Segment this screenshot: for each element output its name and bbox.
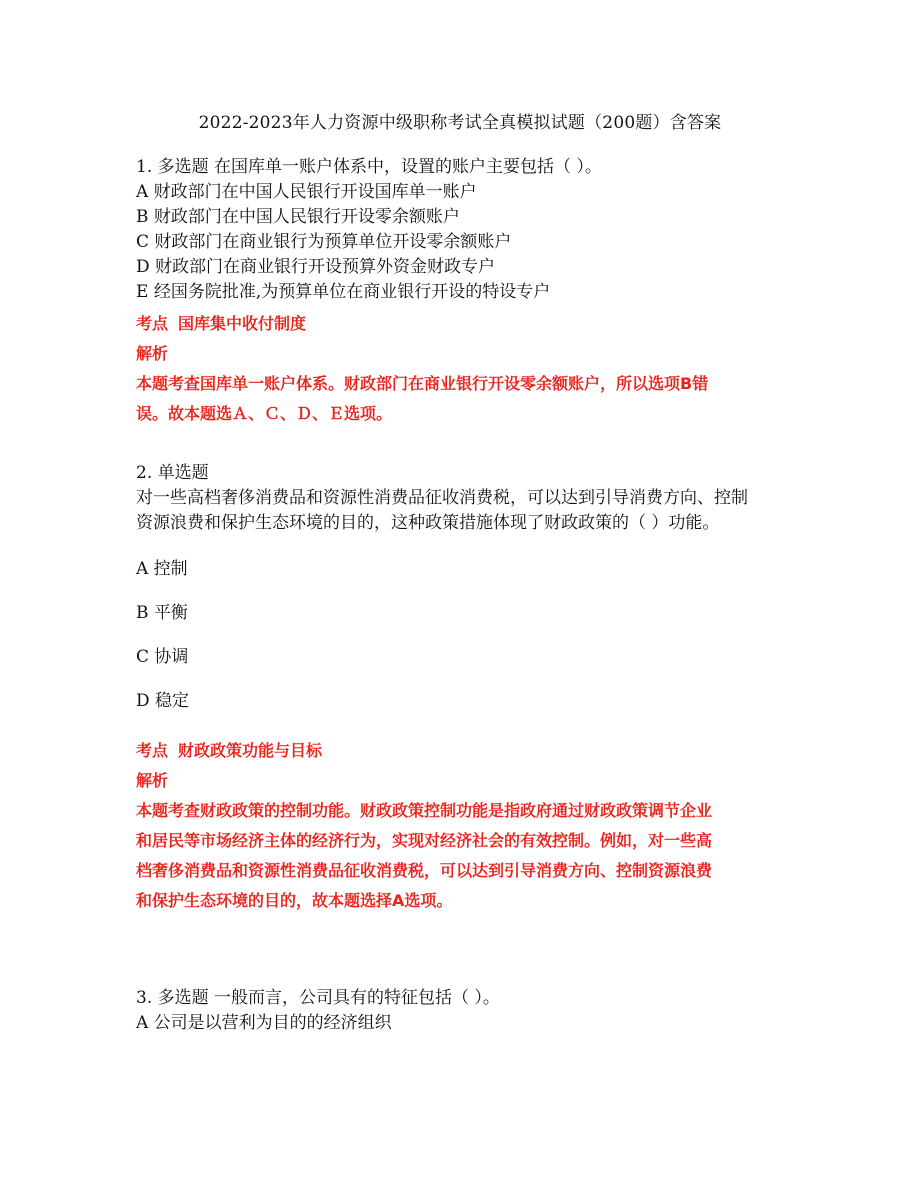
document-title: 2022-2023年人力资源中级职称考试全真模拟试题（200题）含答案 xyxy=(198,113,722,133)
option-d: D 稳定 xyxy=(136,691,190,711)
jiexi-line-3: 档奢侈消费品和资源性消费品征收消费税，可以达到引导消费方向、控制资源浪费 xyxy=(136,861,713,880)
kaodian-label: 考点 xyxy=(136,314,169,333)
jiexi-line-2: 和居民等市场经济主体的经济行为，实现对经济社会的有效控制。例如，对一些高 xyxy=(136,831,713,850)
option-c: C 协调 xyxy=(136,647,189,667)
kaodian-line xyxy=(136,736,796,766)
jiexi-line-2: 误。故本题选Ａ、Ｃ、Ｄ、Ｅ选项。 xyxy=(136,404,393,423)
option-d: D 财政部门在商业银行开设预算外资金财政专户 xyxy=(136,257,496,277)
kaodian-line xyxy=(136,309,796,339)
question-1 xyxy=(136,155,796,429)
option-a: A 公司是以营利为目的的经济组织 xyxy=(136,1013,392,1033)
kaodian-topic: 国库集中收付制度 xyxy=(178,314,307,333)
kaodian-topic: 财政政策功能与目标 xyxy=(178,741,323,760)
jiexi-label: 解析 xyxy=(136,771,169,790)
question-stem-line-1: 对一些高档奢侈消费品和资源性消费品征收消费税，可以达到引导消费方向、控制 xyxy=(136,488,748,508)
option-a: A 控制 xyxy=(136,559,188,579)
option-b: B 平衡 xyxy=(136,603,188,623)
option-c: C 财政部门在商业银行为预算单位开设零余额账户 xyxy=(136,232,512,252)
question-header: 2. 单选题 xyxy=(136,463,209,483)
question-header: 1. 多选题 在国库单一账户体系中，设置的账户主要包括（ ）。 xyxy=(136,157,602,177)
jiexi-line-4: 和保护生态环境的目的，故本题选择A选项。 xyxy=(136,891,453,910)
jiexi-label: 解析 xyxy=(136,344,169,363)
option-a: A 财政部门在中国人民银行开设国库单一账户 xyxy=(136,182,477,202)
question-stem-line-2: 资源浪费和保护生态环境的目的，这种政策措施体现了财政政策的（ ）功能。 xyxy=(136,513,720,533)
question-header: 3. 多选题 一般而言，公司具有的特征包括（ ）。 xyxy=(136,988,500,1008)
option-e: E 经国务院批准,为预算单位在商业银行开设的特设专户 xyxy=(136,282,551,302)
jiexi-line-1: 本题考查财政政策的控制功能。财政政策控制功能是指政府通过财政政策调节企业 xyxy=(136,801,713,820)
option-b: B 财政部门在中国人民银行开设零余额账户 xyxy=(136,207,460,227)
kaodian-label: 考点 xyxy=(136,741,169,760)
question-3 xyxy=(136,986,796,1036)
jiexi-line-1: 本题考查国库单一账户体系。财政部门在商业银行开设零余额账户，所以选项B错 xyxy=(136,374,709,393)
question-2 xyxy=(136,461,796,916)
